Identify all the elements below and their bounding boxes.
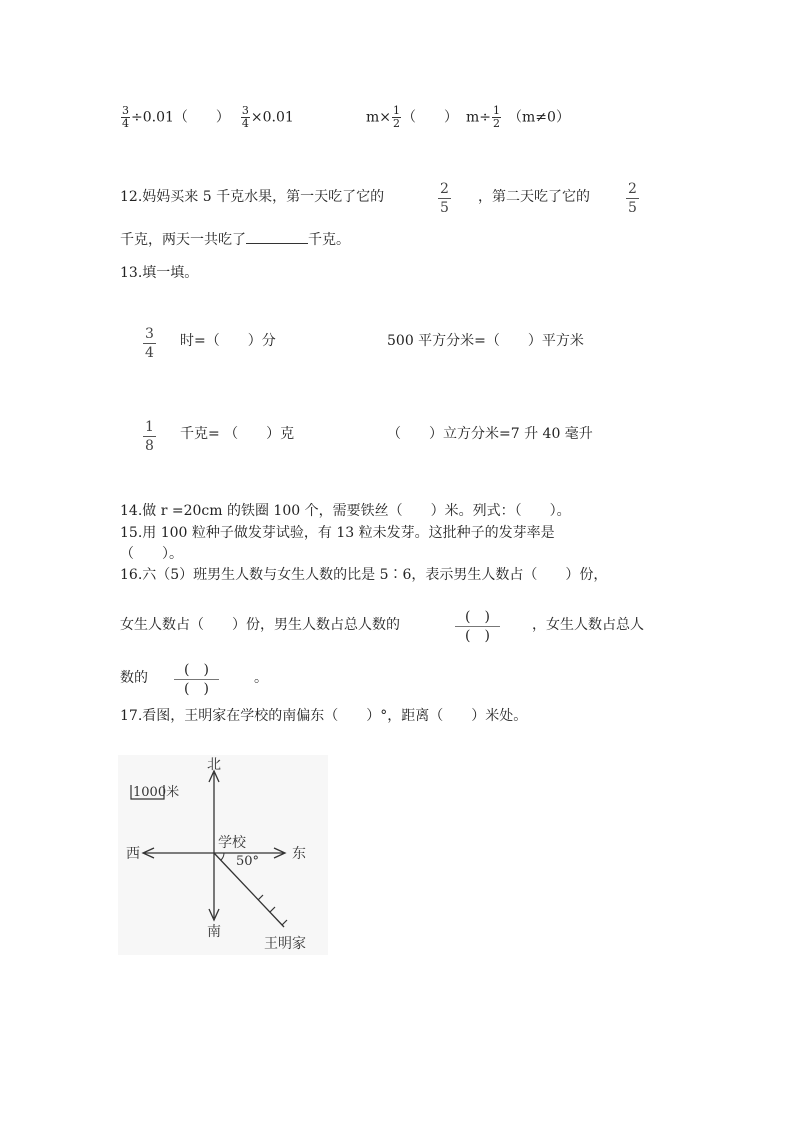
q13-r2a: 千克= （ ）克 [180,426,295,442]
q12-text2: ，第二天吃了它的 [478,189,590,205]
fraction: $\frac{1}{2}$ [393,104,401,130]
q12-line2: 千克，两天一共吃了 千克。 [120,229,350,249]
q12-fraction-1: 2 5 [440,181,449,216]
q16-paren-fraction-1[interactable]: ( ) ( ) [455,608,500,645]
q13-r2b: （ ）立方分米=7 升 40 毫升 [387,426,593,442]
fraction: $\frac{3}{4}$ [241,104,249,130]
fraction: $\frac{1}{2}$ [493,104,501,130]
q14-text: 14.做 r =20cm 的铁圈 100 个，需要铁丝（ ）米。列式：（ ）。 [120,503,571,519]
answer-blank[interactable] [246,229,308,244]
q16-line1: 16.六（5）班男生人数与女生人数的比是 5∶6，表示男生人数占（ ）份， [120,567,608,583]
q13-r1b: 500 平方分米=（ ）平方米 [387,333,584,349]
q16-line3a: 数的 [120,670,148,686]
east-label: 东 [292,846,306,862]
south-label: 南 [207,924,221,940]
q13-r1a: 时=（ ）分 [180,333,276,349]
west-label: 西 [126,846,140,862]
q16-line2a: 女生人数占（ ）份，男生人数占总人数的 [120,617,400,633]
q16-paren-fraction-2[interactable]: ( ) ( ) [174,661,219,698]
fraction: $\frac{3}{4}$ [122,104,129,130]
q16-line3b: 。 [254,670,268,686]
north-label: 北 [207,757,221,773]
q17-text: 17.看图，王明家在学校的南偏东（ ）°，距离（ ）米处。 [120,708,528,724]
q16-line2b: ，女生人数占总人 [532,617,644,633]
q12-text1: 12.妈妈买来 5 千克水果，第一天吃了它的 [120,189,385,205]
q11-line-right: m× $\frac{1}{2}$ （ ） m÷ $\frac{1}{2}$ （m≠0） [366,104,570,130]
q13-title: 13.填一填。 [120,265,199,281]
school-label: 学校 [218,835,246,851]
q13-fraction-3-4: 3 4 [145,326,154,361]
direction-diagram [118,755,328,955]
home-label: 王明家 [264,936,306,952]
q11-line: $\frac{3}{4}$ ÷0.01（ ） $\frac{3}{4}$ ×0.01 [122,104,294,130]
scale-label: 1000米 [133,785,180,800]
q15-line2: （ ）。 [120,546,183,562]
angle-label: 50° [236,854,260,869]
q12-fraction-2: 2 5 [628,181,637,216]
q15-line1: 15.用 100 粒种子做发芽试验，有 13 粒未发芽。这批种子的发芽率是 [120,525,555,541]
q13-fraction-1-8: 1 8 [145,419,154,454]
